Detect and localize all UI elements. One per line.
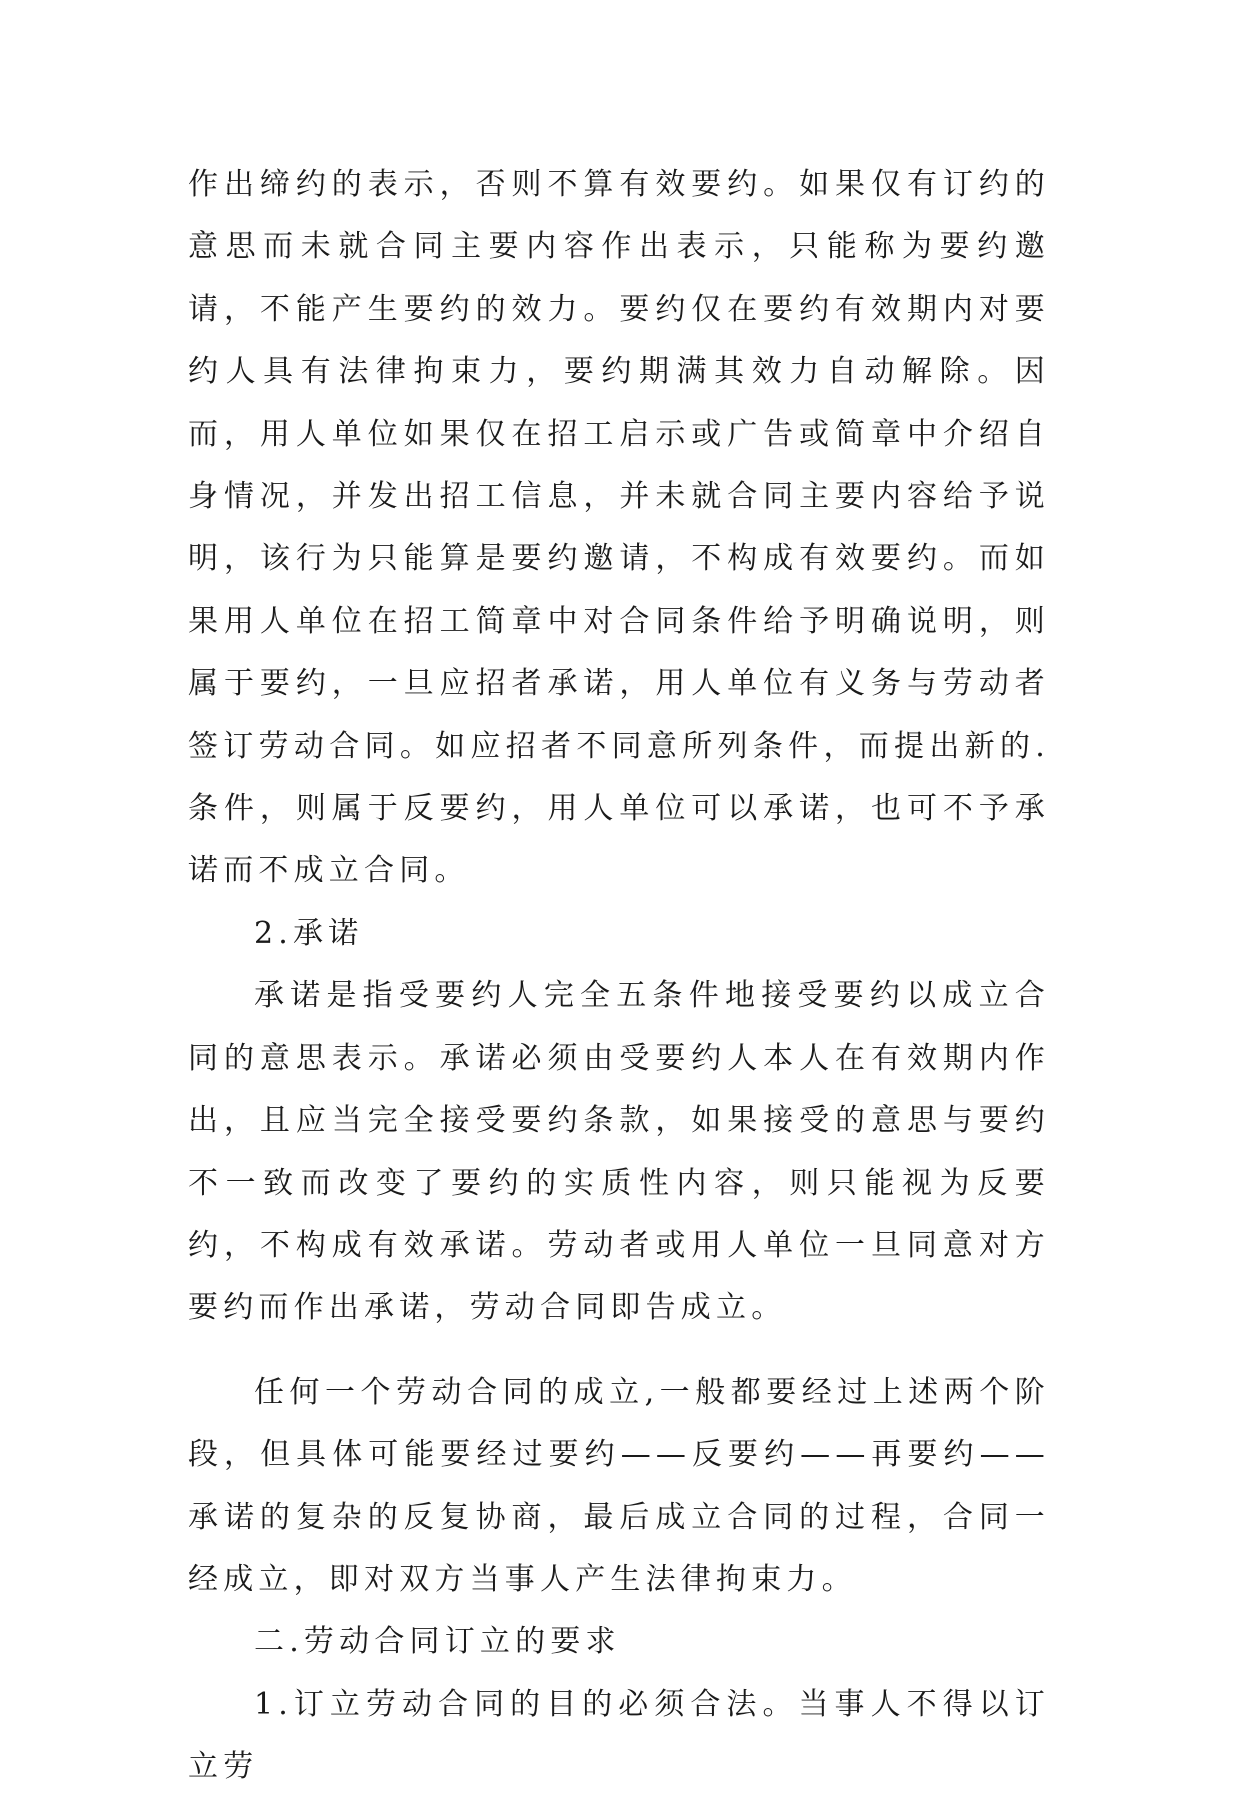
paragraph-contract-formation: 任何一个劳动合同的成立,一般都要经过上述两个阶段，但具体可能要经过要约——反要约——再要约——承诺的复杂的反复协商，最后成立合同的过程，合同一经成立，即对双方当事人产生法律拘束力。 (188, 1374, 1050, 1597)
paragraph-offer-continuation: 作出缔约的表示，否则不算有效要约。如果仅有订约的意思而未就合同主要内容作出表示，只能称为要约邀请，不能产生要约的效力。要约仅在要约有效期内对要约人具有法律拘束力，要约期满其效力自动解除。因而，用人单位如果仅在招工启示或广告或简章中介绍自身情况，并发出招工信息，并未就合同主要内容给予说明，该行为只能算是要约邀请，不构成有效要约。而如果用人单位在招工简章中对合同条件给予明确说明，则属于要约，一旦应招者承诺，用人单位有义务与劳动者签订劳动合同。如应招者不同意所列条件，而提出新的.条件，则属于反要约，用人单位可以承诺，也可不予承诺而不成立合同。 (188, 167, 1050, 889)
document-body (188, 154, 1050, 1799)
paragraph-requirement-1: 1.订立劳动合同的目的必须合法。当事人不得以订立劳 (188, 1686, 1050, 1785)
paragraph-acceptance: 承诺是指受要约人完全五条件地接受要约以成立合同的意思表示。承诺必须由受要约人本人在有效期内作出，且应当完全接受要约条款，如果接受的意思与要约不一致而改变了要约的实质性内容，则只能视为反要约，不构成有效承诺。劳动者或用人单位一旦同意对方要约而作出承诺，劳动合同即告成立。 (188, 978, 1050, 1326)
heading-contract-requirements: 二.劳动合同订立的要求 (254, 1624, 621, 1660)
heading-acceptance: 2.承诺 (254, 915, 364, 951)
